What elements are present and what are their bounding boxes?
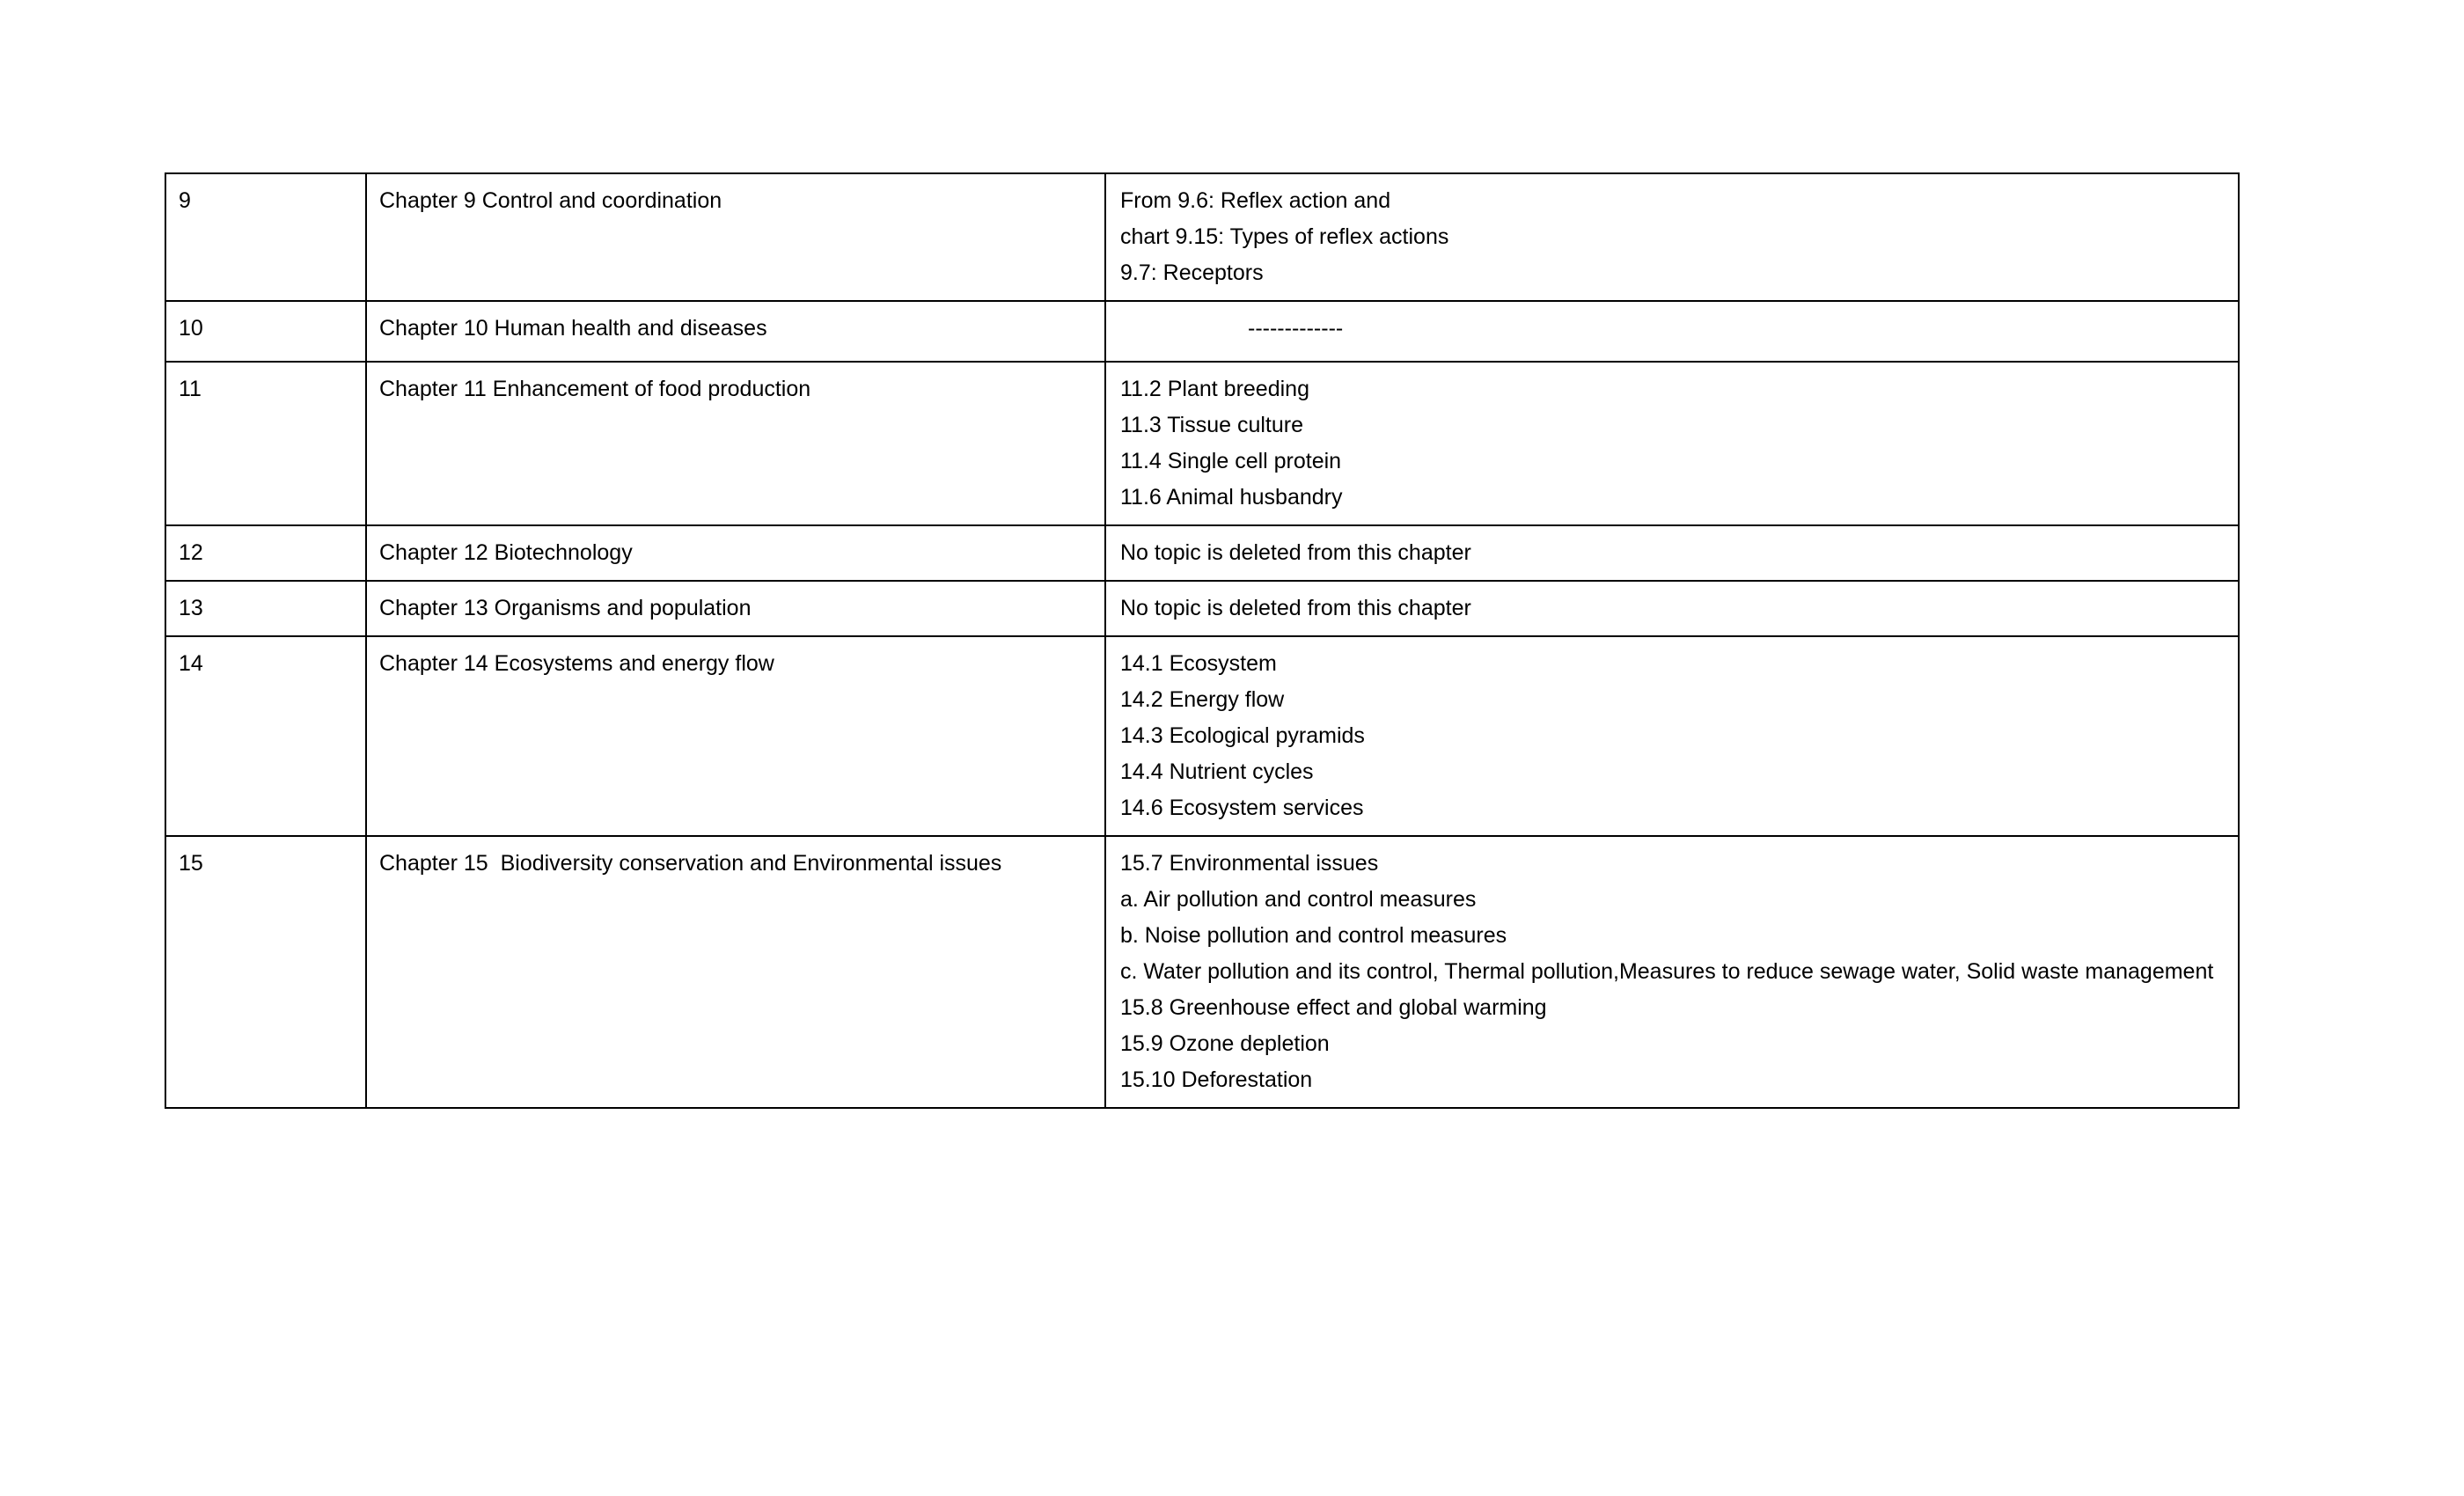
cell-chapter-title xyxy=(366,362,1105,525)
topic-line: a. Air pollution and control measures xyxy=(1120,887,1477,912)
cell-chapter-title xyxy=(366,836,1105,1108)
cell-deleted-topics xyxy=(1105,636,2239,836)
cell-deleted-topics xyxy=(1105,362,2239,525)
topic-line: chart 9.15: Types of reflex actions xyxy=(1120,224,1449,249)
chapter-number: 13 xyxy=(179,596,203,620)
chapter-title: Chapter 14 Ecosystems and energy flow xyxy=(379,651,774,676)
chapter-number: 12 xyxy=(179,540,203,565)
cell-deleted-topics xyxy=(1105,581,2239,636)
topic-line: 15.8 Greenhouse effect and global warming xyxy=(1120,995,1547,1020)
chapter-title: Chapter 10 Human health and diseases xyxy=(379,316,767,341)
topic-line: No topic is deleted from this chapter xyxy=(1120,540,1471,565)
row-filler xyxy=(179,407,355,458)
cell-chapter-number xyxy=(165,362,366,525)
table-row xyxy=(165,301,2239,362)
topic-line: 11.3 Tissue culture xyxy=(1120,413,1303,437)
topic-line: 14.6 Ecosystem services xyxy=(1120,796,1364,820)
row-filler xyxy=(179,219,355,265)
cell-chapter-title xyxy=(366,173,1105,301)
table-row xyxy=(165,362,2239,525)
chapter-number: 9 xyxy=(179,188,191,213)
cell-chapter-number xyxy=(165,581,366,636)
chapter-number: 10 xyxy=(179,316,203,341)
cell-deleted-topics xyxy=(1105,301,2239,362)
topic-line: 15.7 Environmental issues xyxy=(1120,851,1379,876)
table-row xyxy=(165,581,2239,636)
cell-chapter-title xyxy=(366,581,1105,636)
topic-line: 11.6 Animal husbandry xyxy=(1120,485,1343,510)
chapter-title: Chapter 15 Biodiversity conservation and Environmental issues xyxy=(379,851,1002,876)
chapter-title: Chapter 11 Enhancement of food production xyxy=(379,377,811,401)
table-row xyxy=(165,636,2239,836)
cell-chapter-number xyxy=(165,525,366,581)
cell-deleted-topics xyxy=(1105,525,2239,581)
topic-line: 14.2 Energy flow xyxy=(1120,687,1285,712)
topic-line: b. Noise pollution and control measures xyxy=(1120,923,1507,948)
topic-line: 15.9 Ozone depletion xyxy=(1120,1031,1330,1056)
table-body xyxy=(165,173,2239,1108)
chapter-number: 14 xyxy=(179,651,203,676)
chapter-title: Chapter 9 Control and coordination xyxy=(379,188,722,213)
cell-chapter-title xyxy=(366,636,1105,836)
syllabus-table xyxy=(165,172,2240,1109)
topic-line: 15.10 Deforestation xyxy=(1120,1067,1313,1092)
cell-deleted-topics xyxy=(1105,173,2239,301)
topic-line: c. Water pollution and its control, Thermal pollution,Measures to reduce sewage water, Solid waste management xyxy=(1120,959,2214,984)
cell-deleted-topics xyxy=(1105,836,2239,1108)
topic-line: 14.4 Nutrient cycles xyxy=(1120,759,1314,784)
cell-chapter-number xyxy=(165,173,366,301)
cell-chapter-number xyxy=(165,836,366,1108)
topic-line: 9.7: Receptors xyxy=(1120,260,1264,285)
table-row xyxy=(165,173,2239,301)
topic-line: 11.2 Plant breeding xyxy=(1120,377,1309,401)
row-filler xyxy=(179,882,355,885)
chapter-title: Chapter 13 Organisms and population xyxy=(379,596,752,620)
table-row xyxy=(165,836,2239,1108)
chapter-number: 15 xyxy=(179,851,203,876)
table-row xyxy=(165,525,2239,581)
topic-line: 14.1 Ecosystem xyxy=(1120,651,1277,676)
topic-line-placeholder-dashes: ------------- xyxy=(1248,316,1344,341)
topic-line: 14.3 Ecological pyramids xyxy=(1120,723,1365,748)
chapter-title: Chapter 12 Biotechnology xyxy=(379,540,633,565)
row-filler xyxy=(179,682,355,686)
topic-line: 11.4 Single cell protein xyxy=(1120,449,1342,473)
chapter-number: 11 xyxy=(179,377,202,401)
topic-line: No topic is deleted from this chapter xyxy=(1120,596,1471,620)
cell-chapter-title xyxy=(366,525,1105,581)
cell-chapter-number xyxy=(165,636,366,836)
cell-chapter-title xyxy=(366,301,1105,362)
row-filler xyxy=(179,347,355,352)
topic-line: From 9.6: Reflex action and xyxy=(1120,188,1391,213)
cell-chapter-number xyxy=(165,301,366,362)
